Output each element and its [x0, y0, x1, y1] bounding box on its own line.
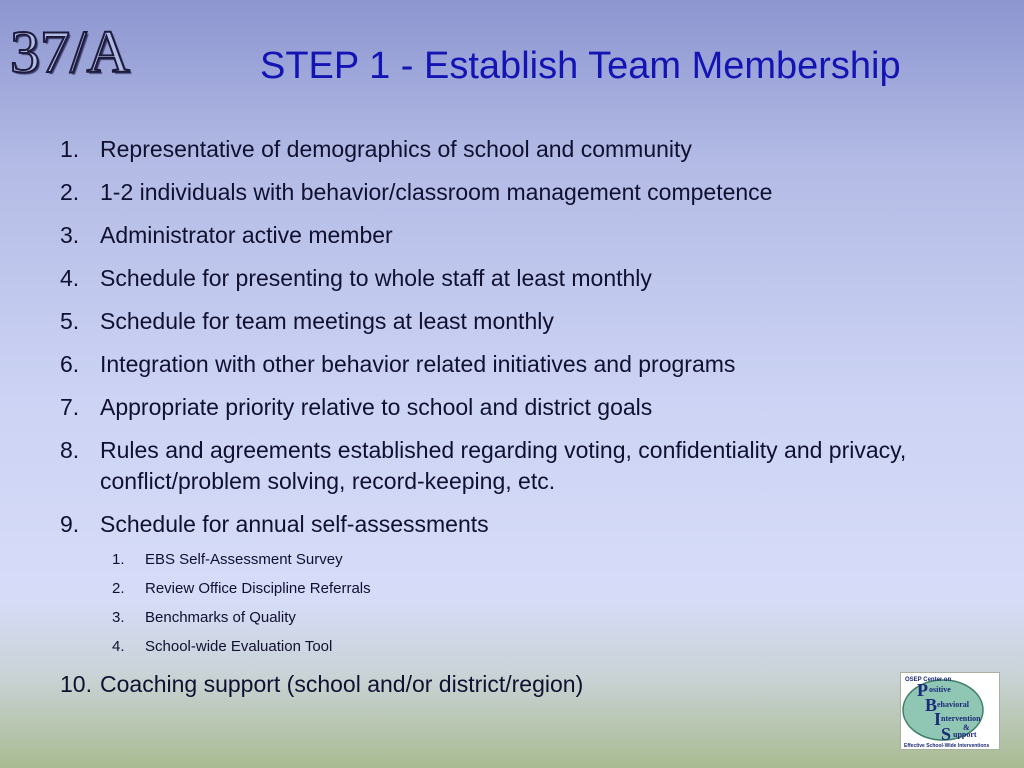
item-number: 1. — [60, 136, 80, 162]
logo-letter-i: I — [934, 709, 942, 729]
item-number: 2. — [60, 179, 80, 205]
logo-footer: Effective School-Wide Interventions — [904, 743, 990, 749]
item-text: Schedule for presenting to whole staff at least monthly — [100, 265, 652, 291]
logo-word-behavioral: ehavioral — [937, 700, 969, 709]
list-item — [0, 306, 915, 337]
sub-list-item — [0, 608, 1024, 628]
step-list — [0, 134, 1024, 712]
item-text: Appropriate priority relative to school and district goals — [100, 394, 653, 420]
item-number: 8. — [60, 437, 80, 463]
item-text: Representative of demographics of school and community — [100, 136, 692, 162]
item-text: Coaching support (school and/or district/region) — [100, 671, 584, 697]
sub-list-item — [0, 550, 1024, 570]
list-item — [0, 263, 915, 294]
sub-list-item — [0, 579, 1024, 599]
item-text: Rules and agreements established regarding voting, confidentiality and privacy, conflict/problem solving, record-keeping, etc. — [100, 437, 907, 494]
sub-item-number: 2. — [112, 580, 125, 597]
item-text: 1-2 individuals with behavior/classroom management competence — [100, 179, 773, 205]
sub-item-text: EBS Self-Assessment Survey — [145, 551, 343, 568]
sub-item-text: Benchmarks of Quality — [145, 609, 296, 626]
item-number: 7. — [60, 394, 80, 420]
item-number: 10. — [60, 671, 92, 697]
item-number: 3. — [60, 222, 80, 248]
item-text: Schedule for team meetings at least monthly — [100, 308, 554, 334]
logo-letter-p: P — [917, 680, 928, 700]
sub-item-number: 3. — [112, 609, 125, 626]
pbis-logo — [900, 672, 1000, 750]
list-item — [0, 134, 915, 165]
pbis-logo-graphic — [901, 673, 999, 749]
logo-letter-b: B — [925, 695, 938, 715]
sub-list-item — [0, 637, 1024, 657]
sub-item-number: 4. — [112, 638, 125, 655]
sub-item-text: Review Office Discipline Referrals — [145, 580, 371, 597]
item-number: 6. — [60, 351, 80, 377]
logo-word-positive: ositive — [929, 685, 951, 694]
logo-word-intervention: ntervention — [941, 714, 981, 723]
list-item — [0, 220, 915, 251]
item-text: Integration with other behavior related initiatives and programs — [100, 351, 736, 377]
logo-letter-s: S — [941, 724, 952, 744]
item-number: 9. — [60, 511, 80, 537]
list-item — [0, 349, 915, 380]
logo-ampersand: & — [963, 723, 970, 732]
list-item — [0, 509, 915, 540]
item-number: 5. — [60, 308, 80, 334]
sub-item-number: 1. — [112, 551, 125, 568]
list-item — [0, 435, 915, 497]
logo-word-support: upport — [953, 730, 977, 739]
slide-title: STEP 1 - Establish Team Membership — [260, 45, 901, 87]
item-text: Schedule for annual self-assessments — [100, 511, 489, 537]
list-item — [0, 669, 915, 700]
list-item — [0, 392, 915, 423]
list-item — [0, 177, 915, 208]
sub-list — [0, 550, 1024, 657]
slide-number: 37/A — [10, 19, 130, 85]
sub-item-text: School-wide Evaluation Tool — [145, 638, 333, 655]
logo-header: OSEP Center on — [905, 677, 952, 683]
item-number: 4. — [60, 265, 80, 291]
item-text: Administrator active member — [100, 222, 393, 248]
